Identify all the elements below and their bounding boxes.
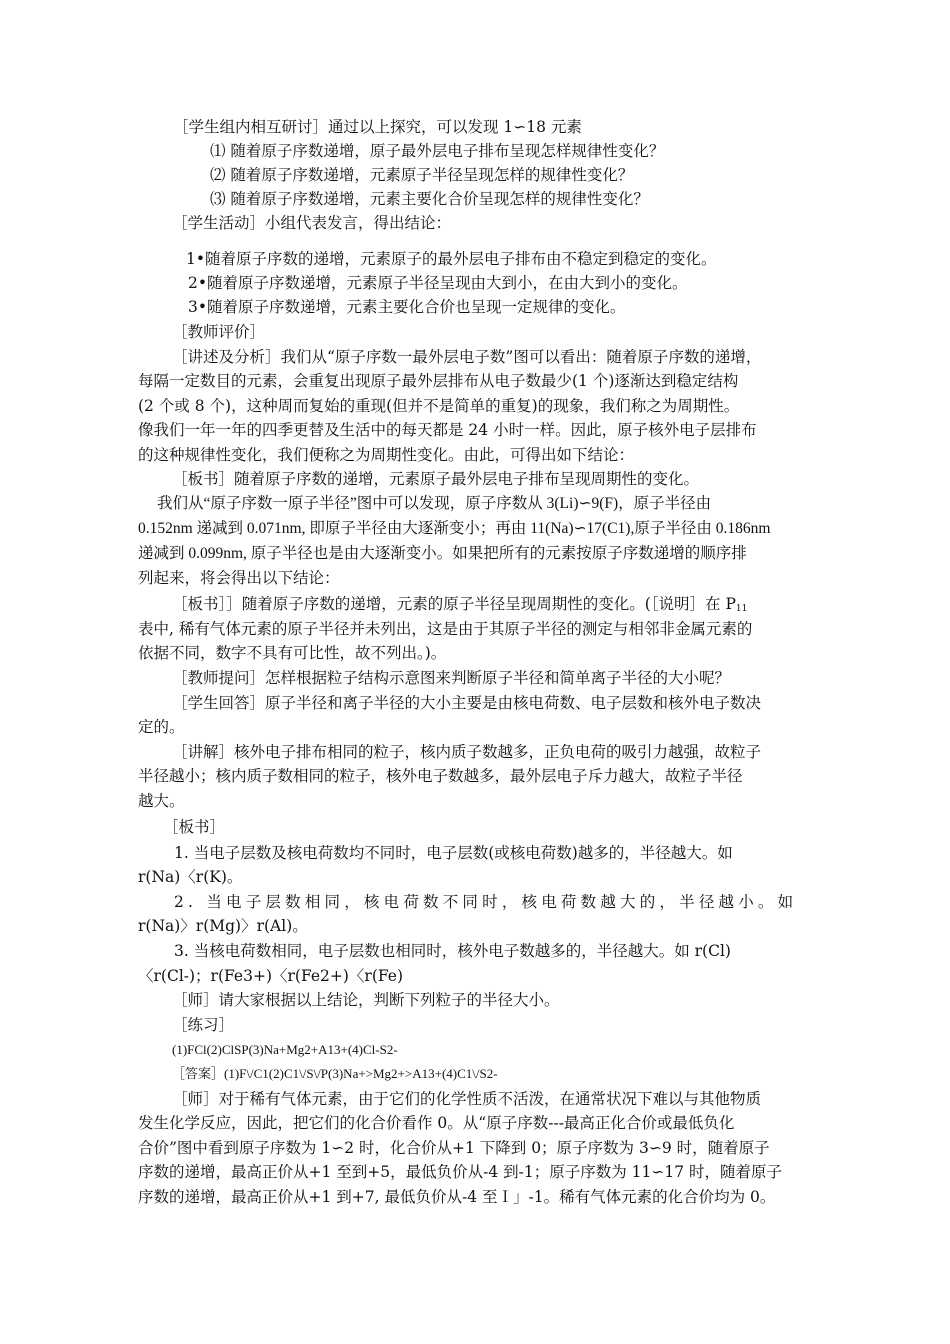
text-line: 越大。	[138, 792, 185, 810]
text-line: 〈r(Cl-)；r(Fe3+)〈r(Fe2+)〈r(Fe)	[138, 967, 404, 985]
text-line: 列起来，将会得出以下结论：	[138, 569, 340, 587]
text-line: ⑶ 随着原子序数递增，元素主要化合价呈现怎样的规律性变化？	[210, 190, 649, 208]
text-line: 像我们一年一年的四季更替及生活中的每天都是 24 小时一样。因此，原子核外电子层排布	[138, 421, 757, 439]
subscript: 11	[735, 604, 748, 614]
text-line: 发生化学反应，因此，把它们的化合价看作 0。从“原子序数---最高正化合价或最低负化	[138, 1114, 735, 1132]
text-line: ［板书］］随着原子序数的递增，元素的原子半径呈现周期性的变化。(［说明］在 $P_{11}$	[172, 595, 748, 614]
text-line: (1)FCl(2)ClSP(3)Na+Mg2+A13+(4)Cl-S2-	[172, 1042, 398, 1057]
text-line: 递减到 0.099nm, 原子半径也是由大逐渐变小。如果把所有的元素按原子序数递增的顺序排	[138, 545, 747, 562]
text-line: ［讲述及分析］我们从“原子序数一最外层电子数”图可以看出：随着原子序数的递增，	[172, 348, 762, 366]
text-line: 半径越小；核内质子数相同的粒子，核外电子数越多，最外层电子斥力越大，故粒子半径	[138, 767, 743, 785]
text-line: ⑵ 随着原子序数递增，元素原子半径呈现怎样的规律性变化？	[210, 166, 634, 184]
text-line: 表中, 稀有气体元素的原子半径并未列出，这是由于其原子半径的测定与相邻非金属元素的	[138, 620, 753, 638]
text-line: ［师］请大家根据以上结论，判断下列粒子的半径大小。	[172, 991, 560, 1009]
text-line: ［学生组内相互研讨］通过以上探究，可以发现 1∽18 元素	[173, 118, 582, 136]
text-line: 合价”图中看到原子序数为 1∽2 时，化合价从+1 下降到 0；原子序数为 3∽9 时，随着原子	[138, 1139, 770, 1157]
text-line: 2. 当电子层数相同，核电荷数不同时，核电荷数越大的，半径越小。如	[174, 893, 798, 911]
text-line: (2 个或 8 个)，这种周而复始的重现(但并不是简单的重复)的现象，我们称之为周期性。	[138, 397, 740, 415]
text-line: 1. 当电子层数及核电荷数均不同时，电子层数(或核电荷数)越多的，半径越大。如	[174, 844, 733, 862]
text-line: ［答案］(1)F\/C1(2)C1\/S\/P(3)Na+>Mg2+>A13+(4)C1\/S2-	[172, 1066, 498, 1081]
text-line: ［练习］	[172, 1016, 235, 1034]
text-line: 序数的递增，最高正价从+1 到+7, 最低负价从-4 至Ｉ」-1。稀有气体元素的化合价均为 0。	[138, 1188, 776, 1206]
text-line: 依据不同，数字不具有可比性，故不列出。)。	[138, 644, 447, 662]
text-line: r(Na)〈r(K)。	[138, 868, 243, 886]
text-line: r(Na)〉r(Mg)〉r(Al)。	[138, 917, 308, 935]
text-line: ［教师评价］	[172, 323, 266, 341]
text-line: ［板书］随着原子序数的递增，元素原子最外层电子排布呈现周期性的变化。	[172, 470, 700, 488]
text-line: 3•随着原子序数递增，元素主要化合价也呈现一定规律的变化。	[188, 298, 626, 316]
text-line: 1•随着原子序数的递增，元素原子的最外层电子排布由不稳定到稳定的变化。	[186, 250, 717, 268]
text-line: 序数的递增，最高正价从+1 至到+5，最低负价从-4 到-1；原子序数为 11∽17 时，随着原子	[138, 1163, 783, 1181]
text-line: 3. 当核电荷数相同，电子层数也相同时，核外电子数越多的，半径越大。如 r(Cl)	[174, 942, 731, 960]
text-line: ［板书］	[163, 818, 226, 836]
text-line: ［讲解］核外电子排布相同的粒子，核内质子数越多，正负电荷的吸引力越强，故粒子	[172, 743, 762, 761]
text-line: 我们从“原子序数一原子半径”图中可以发现，原子序数从 3(Li)∽9(F)，原子半径由	[157, 495, 712, 512]
text-line: ［师］对于稀有气体元素，由于它们的化学性质不活泼，在通常状况下难以与其他物质	[172, 1090, 762, 1108]
text-line: 的这种规律性变化，我们便称之为周期性变化。由此，可得出如下结论：	[138, 446, 635, 464]
text-line: 定的。	[138, 718, 185, 736]
text-line: ［教师提问］怎样根据粒子结构示意图来判断原子半径和简单离子半径的大小呢？	[172, 669, 731, 687]
text-line: 每隔一定数目的元素，会重复出现原子最外层排布从电子数最少(1 个)逐渐达到稳定结构	[138, 372, 739, 390]
text-line: 2•随着原子序数递增，元素原子半径呈现由大到小，在由大到小的变化。	[188, 274, 688, 292]
text-line: ⑴ 随着原子序数递增，原子最外层电子排布呈现怎样规律性变化？	[210, 142, 665, 160]
text-line: ［学生活动］小组代表发言，得出结论：	[172, 214, 452, 232]
text-line: ［学生回答］原子半径和离子半径的大小主要是由核电荷数、电子层数和核外电子数决	[172, 694, 762, 712]
text-line: 0.152nm 递减到 0.071nm, 即原子半径由大逐渐变小；再由 11(Na)∽17(C1),原子半径由 0.186nm	[138, 520, 771, 537]
